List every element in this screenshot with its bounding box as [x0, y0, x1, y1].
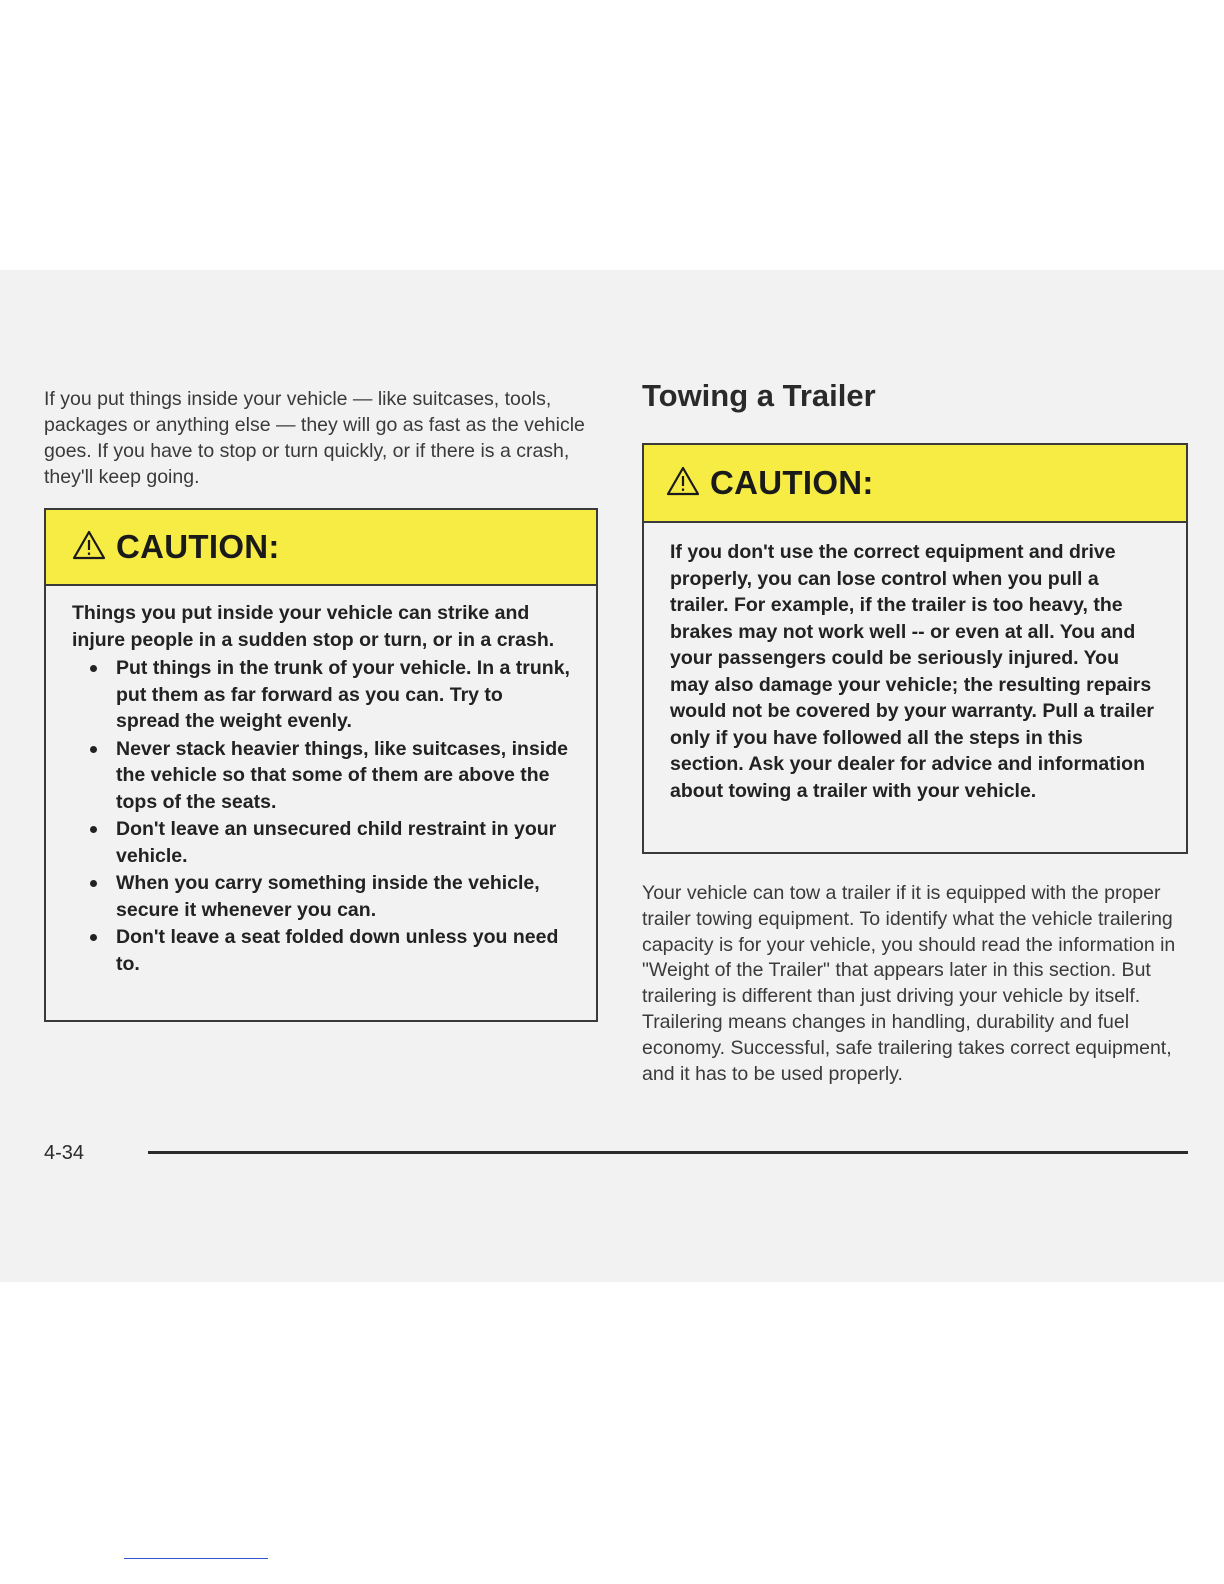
list-item: Don't leave an unsecured child restraint in your vehicle. [72, 816, 572, 869]
caution-body: If you don't use the correct equipment and drive properly, you can lose control when you pull a trailer. For example, if the trailer is too heavy, the brakes may not work well -- or even at all. You and your passengers could be seriously injured. You may also damage your vehicle; the resulting repairs would not be covered by your warranty. Pull a trailer only if you have followed all the steps in this section. Ask your dealer for advice and information about towing a trailer with your vehicle. [670, 541, 1155, 802]
caution-header [644, 445, 1186, 523]
caution-lead-text: Things you put inside your vehicle can strike and injure people in a sudden stop or turn, or in a crash. [72, 602, 555, 651]
link-underline [124, 1558, 268, 1559]
caution-box-towing [642, 443, 1188, 854]
list-item: When you carry something inside the vehicle, secure it whenever you can. [72, 870, 572, 923]
caution-title: CAUTION: [710, 464, 874, 501]
caution-title: CAUTION: [116, 528, 280, 565]
caution-body [46, 586, 596, 977]
warning-triangle-icon [72, 530, 106, 565]
page-number: 4-34 [44, 1142, 85, 1164]
list-item: Never stack heavier things, like suitcases, inside the vehicle so that some of them are above the tops of the seats. [72, 736, 572, 816]
bullet-icon [90, 746, 97, 753]
list-item: Don't leave a seat folded down unless you need to. [72, 924, 572, 977]
list-item: Put things in the trunk of your vehicle. In a trunk, put them as far forward as you can. Try to spread the weight evenly. [72, 655, 572, 735]
footer-divider [148, 1151, 1188, 1154]
bullet-icon [90, 665, 97, 672]
towing-paragraph: Your vehicle can tow a trailer if it is equipped with the proper trailer towing equipment. To identify what the vehicle trailering capacity is for your vehicle, you should read the information in "Weight of the Trailer" that appears later in this section. But trailering is different than just driving your vehicle by itself. Trailering means changes in handling, durability and fuel economy. Successful, safe trailering takes correct equipment, and it has to be used properly. [642, 882, 1176, 1085]
intro-paragraph: If you put things inside your vehicle — like suitcases, tools, packages or anything else — they will go as fast as the vehicle goes. If you have to stop or turn quickly, or if there is a crash, they'll keep going. [44, 388, 585, 488]
caution-box-cargo [44, 508, 598, 1022]
section-title: Towing a Trailer [642, 378, 876, 413]
bullet-icon [90, 880, 97, 887]
warning-triangle-icon [666, 466, 700, 501]
bullet-icon [90, 826, 97, 833]
caution-header [46, 510, 596, 586]
bullet-icon [90, 934, 97, 941]
caution-bullet-list [72, 655, 572, 977]
